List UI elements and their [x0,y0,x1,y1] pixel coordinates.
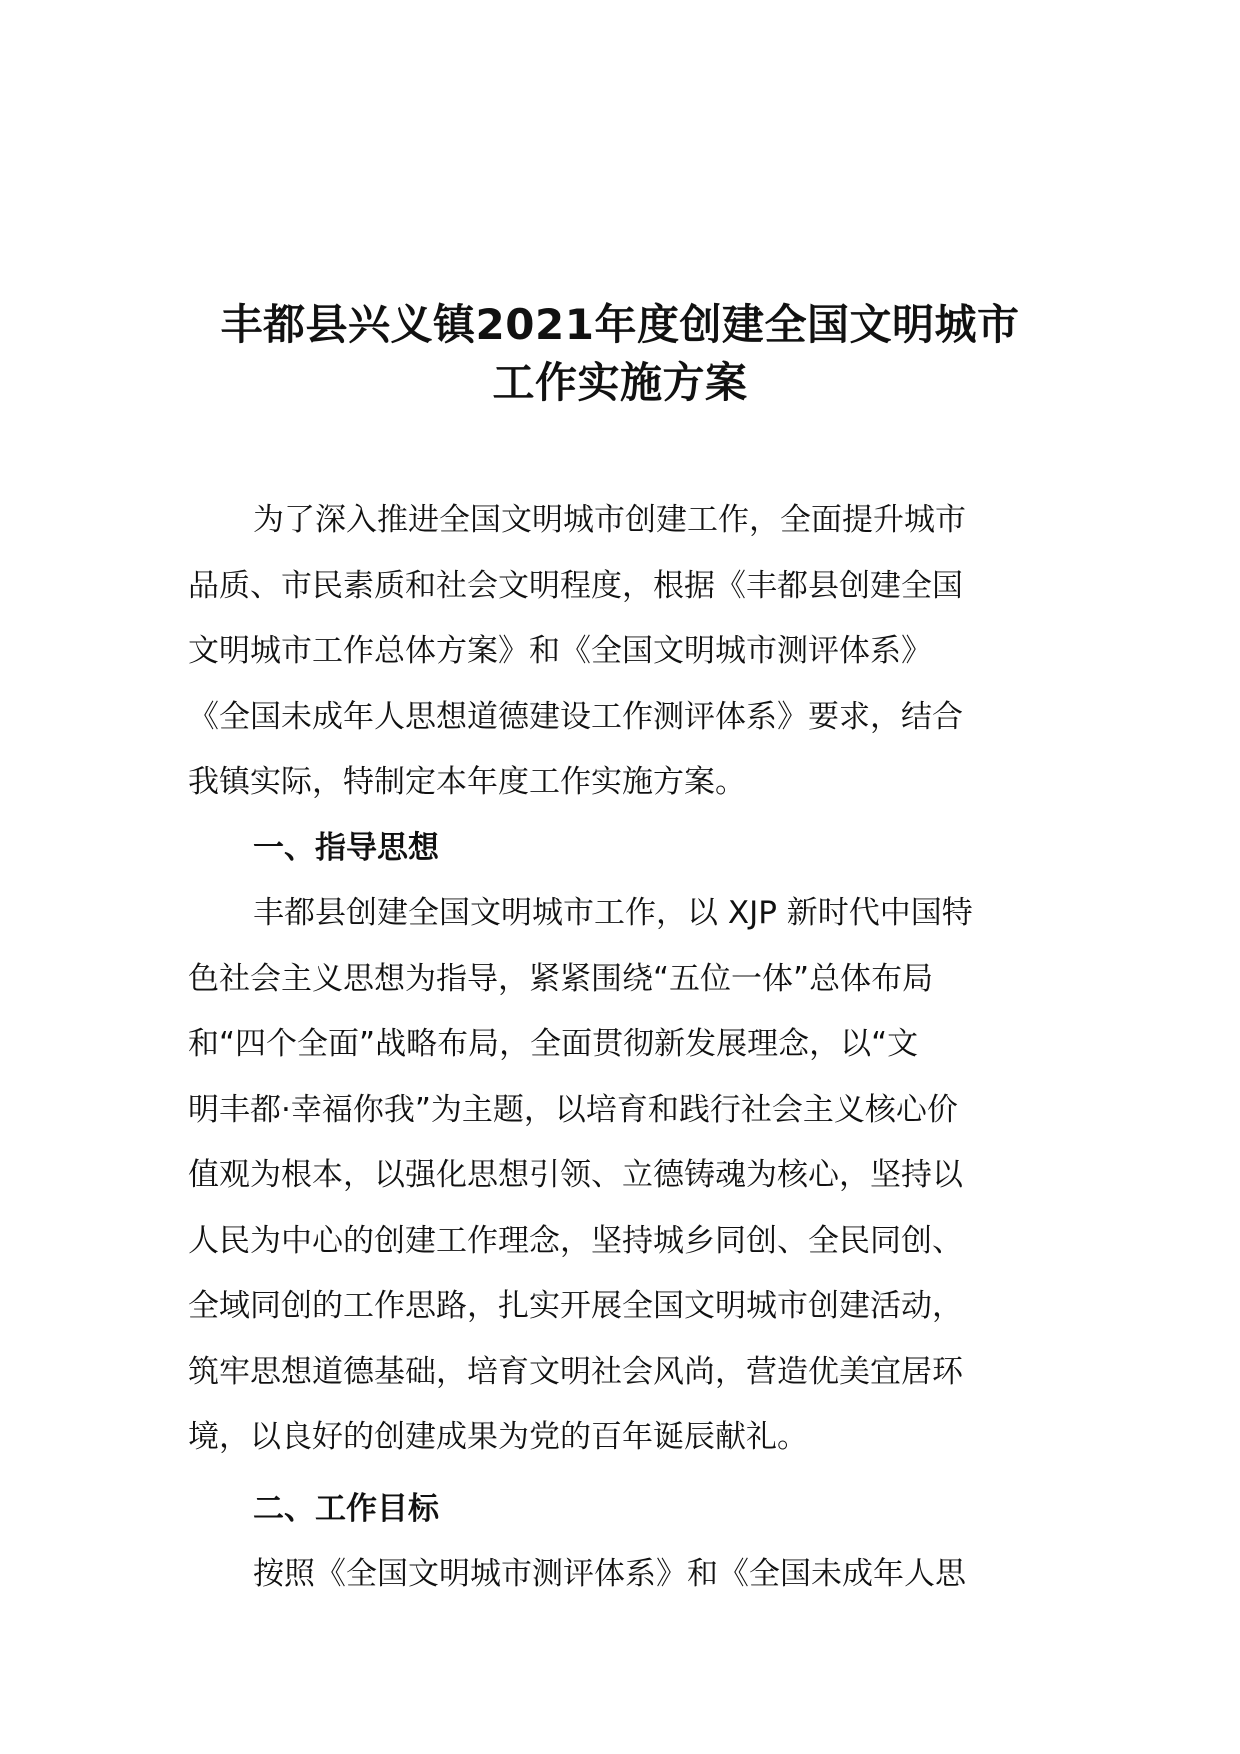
paragraph-line: 按照《全国文明城市测评体系》和《全国未成年人思 [253,1556,966,1592]
paragraph-line: 为了深入推进全国文明城市创建工作，全面提升城市 [253,502,966,538]
paragraph-line: 明丰都·幸福你我”为主题，以培育和践行社会主义核心价 [188,1091,958,1128]
paragraph-line: 和“四个全面”战略布局，全面贯彻新发展理念，以“文 [188,1026,919,1062]
paragraph-line: 筑牢思想道德基础，培育文明社会风尚，营造优美宜居环 [188,1353,963,1390]
title-line-1: 丰都县兴义镇2021年度创建全国文明城市 [220,300,1020,349]
guiding-ideology-paragraph [188,881,1058,1471]
document-title [150,296,1090,412]
paragraph-line: 丰都县创建全国文明城市工作，以 XJP 新时代中国特 [253,895,973,931]
title-line-2: 工作实施方案 [492,358,748,407]
document-body [188,488,1058,1608]
paragraph-line: 全域同创的工作思路，扎实开展全国文明城市创建活动， [188,1288,963,1324]
work-goals-paragraph [188,1542,1058,1608]
paragraph-line: 人民为中心的创建工作理念，坚持城乡同创、全民同创、 [188,1222,963,1259]
paragraph-line: 值观为根本，以强化思想引领、立德铸魂为核心，坚持以 [188,1157,963,1193]
section-heading-guiding-ideology: 一、指导思想 [253,829,439,866]
paragraph-line: 文明城市工作总体方案》和《全国文明城市测评体系》 [188,633,932,669]
paragraph-line: 色社会主义思想为指导，紧紧围绕“五位一体”总体布局 [188,960,934,997]
paragraph-line: 我镇实际，特制定本年度工作实施方案。 [188,764,746,800]
section-heading-work-goals: 二、工作目标 [253,1490,439,1527]
paragraph-line: 品质、市民素质和社会文明程度，根据《丰都县创建全国 [188,567,963,604]
paragraph-line: 《全国未成年人思想道德建设工作测评体系》要求，结合 [188,698,963,735]
paragraph-line: 境，以良好的创建成果为党的百年诞辰献礼。 [188,1419,808,1455]
intro-paragraph [188,488,1058,816]
